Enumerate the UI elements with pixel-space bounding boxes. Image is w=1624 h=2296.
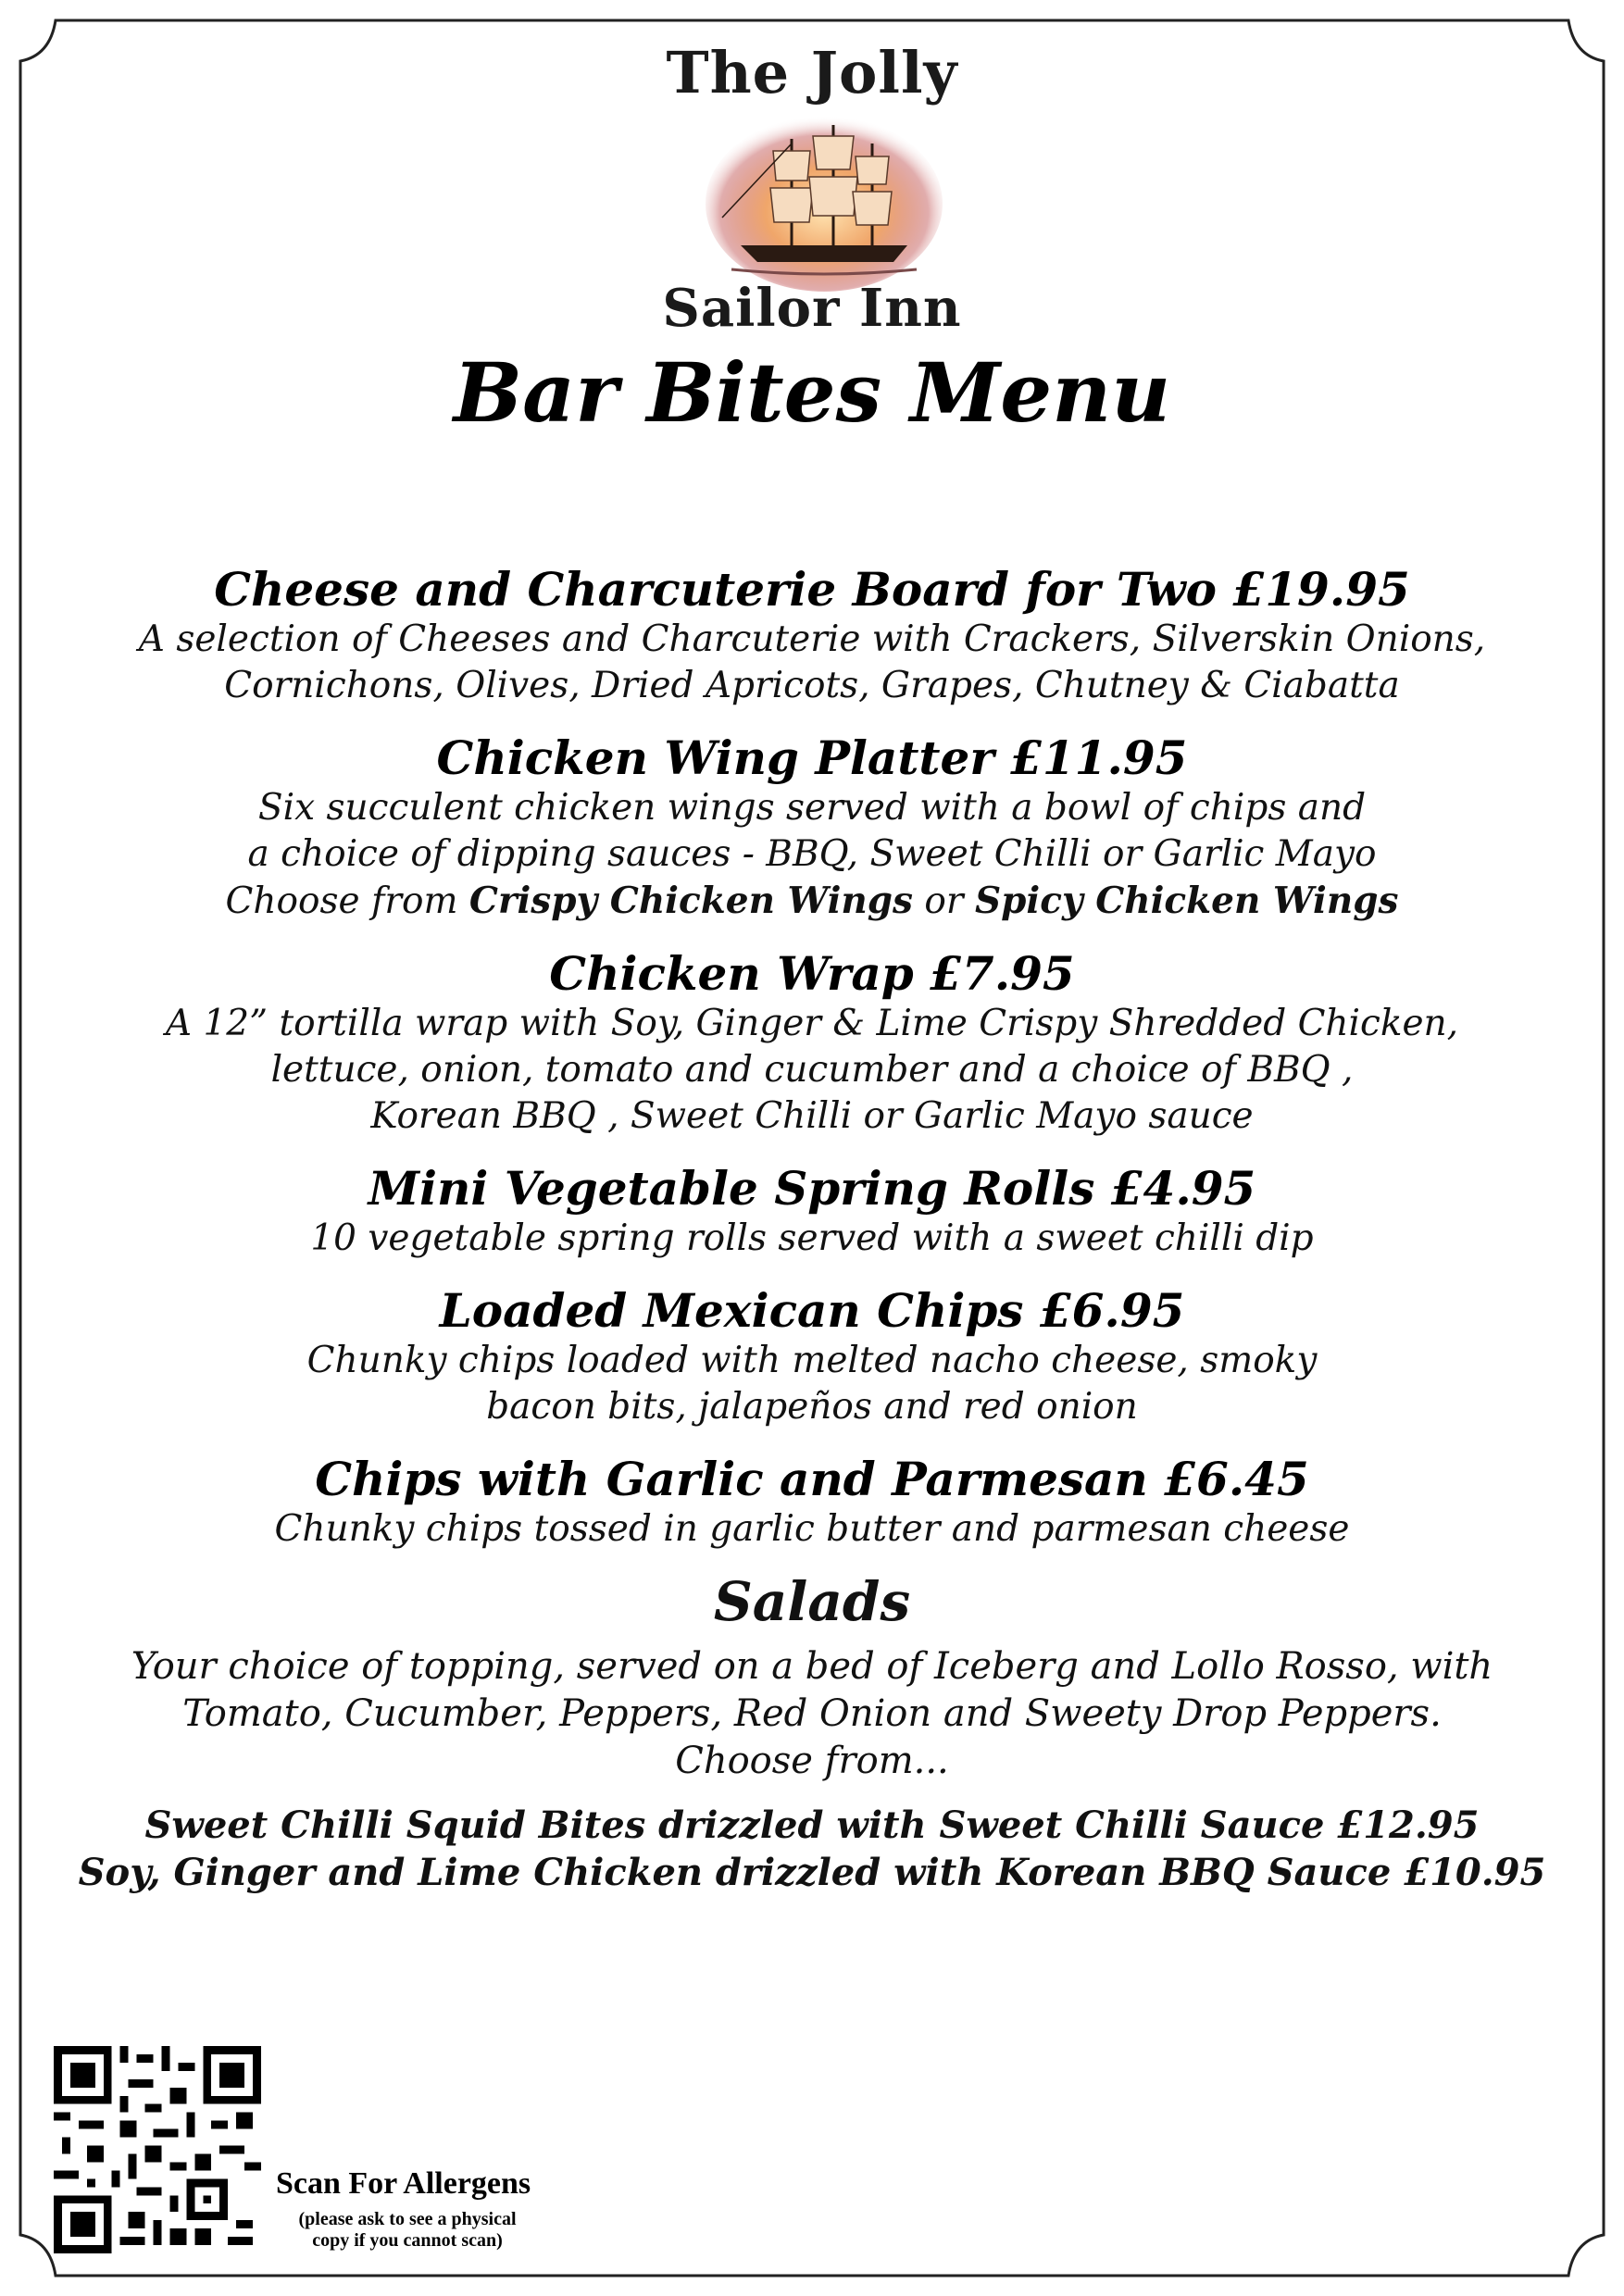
salad-option: Sweet Chilli Squid Bites drizzled with Sweet Chilli Sauce £12.95 bbox=[144, 1803, 1480, 1847]
salad-option: Soy, Ginger and Lime Chicken drizzled with Korean BBQ Sauce £10.95 bbox=[78, 1851, 1546, 1894]
menu-item-desc-line: 10 vegetable spring rolls served with a sweet chilli dip bbox=[310, 1217, 1314, 1259]
menu-item-desc-line: A 12” tortilla wrap with Soy, Ginger & Lime Crispy Shredded Chicken, bbox=[165, 1003, 1459, 1044]
menu-item-title: Chips with Garlic and Parmesan £6.45 bbox=[315, 1452, 1309, 1506]
salads-desc-line: Your choice of topping, served on a bed of Iceberg and Lollo Rosso, with bbox=[131, 1645, 1493, 1688]
menu-list bbox=[0, 563, 1624, 1896]
choice-option: Spicy Chicken Wings bbox=[974, 880, 1399, 922]
menu-item-title: Loaded Mexican Chips £6.95 bbox=[439, 1283, 1185, 1338]
allergens-label: Scan For Allergens bbox=[276, 2166, 531, 2201]
allergens-note-line: (please ask to see a physical bbox=[298, 2209, 517, 2229]
choice-option: Crispy Chicken Wings bbox=[468, 880, 914, 922]
menu-item-desc-line: a choice of dipping sauces - BBQ, Sweet Chilli or Garlic Mayo bbox=[247, 833, 1377, 875]
menu-item-title: Chicken Wrap £7.95 bbox=[549, 946, 1075, 1001]
menu-item-desc-line: Cornichons, Olives, Dried Apricots, Grapes, Chutney & Ciabatta bbox=[224, 665, 1400, 706]
menu-item-desc-line: A selection of Cheeses and Charcuterie with Crackers, Silverskin Onions, bbox=[138, 618, 1486, 660]
menu-item-title: Mini Vegetable Spring Rolls £4.95 bbox=[368, 1161, 1256, 1216]
menu-item bbox=[0, 1284, 1624, 1430]
salads-desc-line: Tomato, Cucumber, Peppers, Red Onion and Sweety Drop Peppers. bbox=[182, 1692, 1442, 1735]
menu-item-desc-line: Chunky chips tossed in garlic butter and parmesan cheese bbox=[274, 1508, 1350, 1550]
menu-item-desc-line: lettuce, onion, tomato and cucumber and a choice of BBQ , bbox=[270, 1049, 1354, 1091]
salads-description bbox=[0, 1643, 1624, 1785]
menu-item-title: Chicken Wing Platter £11.95 bbox=[436, 730, 1188, 785]
salads-desc-line: Choose from... bbox=[675, 1740, 949, 1782]
menu-item-choice-line bbox=[0, 878, 1624, 925]
menu-item bbox=[0, 1453, 1624, 1553]
allergens-note-line: copy if you cannot scan) bbox=[312, 2230, 503, 2251]
choice-prefix: Choose from bbox=[225, 880, 458, 922]
menu-item bbox=[0, 563, 1624, 709]
menu-item bbox=[0, 731, 1624, 925]
choice-joiner: or bbox=[924, 880, 964, 922]
menu-item-desc-line: Six succulent chicken wings served with a bowl of chips and bbox=[257, 787, 1367, 829]
menu-item-desc-line: bacon bits, jalapeños and red onion bbox=[486, 1386, 1138, 1428]
page-title: Bar Bites Menu bbox=[453, 344, 1171, 441]
menu-item-desc-line: Korean BBQ , Sweet Chilli or Garlic Mayo sauce bbox=[370, 1095, 1254, 1137]
allergens-qr-code[interactable] bbox=[54, 2046, 261, 2253]
menu-item-title: Cheese and Charcuterie Board for Two £19.95 bbox=[214, 562, 1410, 617]
salads-heading: Salads bbox=[713, 1570, 911, 1633]
ship-logo-icon bbox=[704, 106, 944, 292]
allergens-note bbox=[278, 2209, 537, 2252]
logo-text-bottom: Sailor Inn bbox=[662, 278, 962, 339]
menu-item bbox=[0, 947, 1624, 1140]
menu-item-desc-line: Chunky chips loaded with melted nacho cheese, smoky bbox=[306, 1340, 1318, 1381]
logo-text-top: The Jolly bbox=[666, 39, 958, 106]
menu-item bbox=[0, 1162, 1624, 1262]
